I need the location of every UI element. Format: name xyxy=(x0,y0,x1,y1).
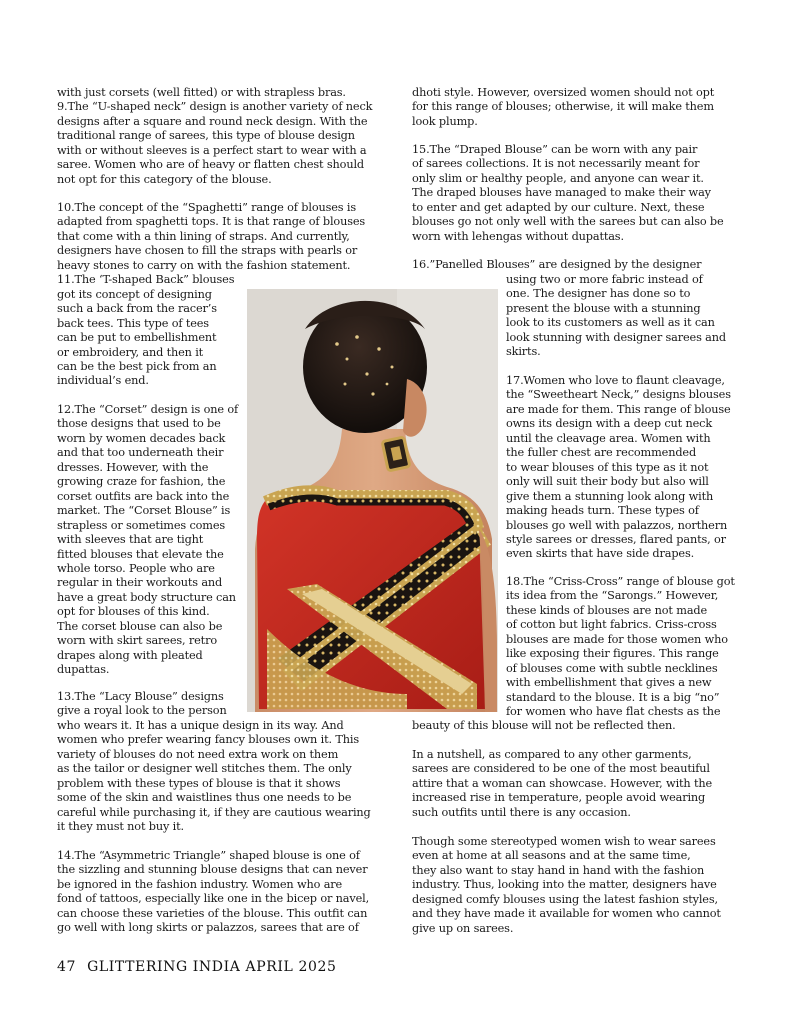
left-text-block-1: with just corsets (well fitted) or with strapless bras. 9.The “U-shaped neck” design is another variety of neck designs after a square and round neck design. With the traditional range of sarees, this type of blouse design with or without sleeves is a perfect start to wear with a saree. Women who are of heavy or flatten chest should not opt for this category of the blouse. xyxy=(57,86,373,186)
blouse-photo xyxy=(247,289,498,712)
left-text-block-2: 10.The concept of the “Spaghetti” range of blouses is adapted from spaghetti tops. It is that range of blouses that come with a thin lining of straps. And currently, designers have chosen to fill the straps with pearls or heavy stones to carry on with the fashion statement. 11.The ‘T-shaped Back” blouses got its concept of designing such a back from the racer’s back tees. This type of tees can be put to embellishment or embroidery, and then it can be the best pick from an individual’s end. xyxy=(57,201,366,388)
right-text-block-6: In a nutshell, as compared to any other garments, sarees are considered to be one of the most beautiful attire that a woman can showcase. However, with the increased rise in temperature, people avoid wearing such outfits until there is any occasion. xyxy=(412,748,713,819)
right-text-block-4: 17.Women who love to flaunt cleavage, the “Sweetheart Neck,” designs blouses are made for them. This range of blouse owns its design with a deep cut neck until the cleavage area. Women with the fuller chest are recommended to wear blouses of this type as it not only will suit their body but also will give them a stunning look along with making heads turn. These types of blouses go well with palazzos, northern style sarees or dresses, flared pants, or even skirts that have side drapes. xyxy=(506,374,731,561)
right-text-block-1: dhoti style. However, oversized women should not opt for this range of blouses; otherwise, it will make them look plump. xyxy=(412,86,715,128)
right-text-block-2: 15.The “Draped Blouse” can be worn with any pair of sarees collections. It is not necessarily meant for only slim or healthy people, and anyone can wear it. The draped blouses have managed to make their way to enter and get adapted by our culture. Next, these blouses go not only well with the sarees but can also be worn with lehengas without dupattas. xyxy=(412,143,724,243)
page-number: 47 xyxy=(57,959,77,975)
blouse-illustration xyxy=(247,289,498,712)
left-text-block-3: 12.The “Corset” design is one of those designs that used to be worn by women decades back and that too underneath their dresses. However, with the growing craze for fashion, the corset outfits are back into the market. The “Corset Blouse” is strapless or sometimes comes with sleeves that are tight fitted blouses that elevate the whole torso. People who are regular in their workouts and have a great body structure can opt for blouses of this kind. The corset blouse can also be worn with skirt sarees, retro drapes along with pleated dupattas. xyxy=(57,403,239,677)
right-text-block-5: 18.The “Criss-Cross” range of blouse got its idea from the “Sarongs.” However, these kinds of blouses are not made of cotton but light fabrics. Criss-cross blouses are made for those women who like exposing their figures. This range of blouses come with subtle necklines with embellishment that gives a new standard to the blouse. It is a big “no” for women who have flat chests as the xyxy=(506,575,735,719)
left-text-block-5: 14.The “Asymmetric Triangle” shaped blouse is one of the sizzling and stunning blouse designs that can never be ignored in the fashion industry. Women who are fond of tattoos, especially like one in the bicep or navel, can choose these varieties of the blouse. This outfit can go well with long skirts or palazzos, sarees that are of xyxy=(57,849,370,935)
right-text-block-3: using two or more fabric instead of one. The designer has done so to present the blouse with a stunning look to its customers as well as it can look stunning with designer sarees and skirts. xyxy=(506,273,726,359)
right-text-block-7: Though some stereotyped women wish to wear sarees even at home at all seasons and at the same time, they also want to stay hand in hand with the fashion industry. Thus, looking into the matter, designers have designed comfy blouses using the latest fashion styles, and they have made it available for women who cannot give up on sarees. xyxy=(412,835,721,935)
publication-name: GLITTERING INDIA APRIL 2025 xyxy=(87,959,337,975)
page-footer xyxy=(57,959,336,975)
right-text-block-3-lead: 16.”Panelled Blouses” are designed by the designer xyxy=(412,258,702,271)
left-text-block-4: 13.The “Lacy Blouse” designs give a royal look to the person who wears it. It has a unique design in its way. And women who prefer wearing fancy blouses own it. This variety of blouses do not need extra work on them as the tailor or designer well stitches them. The only problem with these types of blouse is that it shows some of the skin and waistlines thus one needs to be careful while purchasing it, if they are cautious wearing it they must not buy it. xyxy=(57,690,371,834)
right-text-block-5-tail: beauty of this blouse will not be reflected then. xyxy=(412,719,676,732)
